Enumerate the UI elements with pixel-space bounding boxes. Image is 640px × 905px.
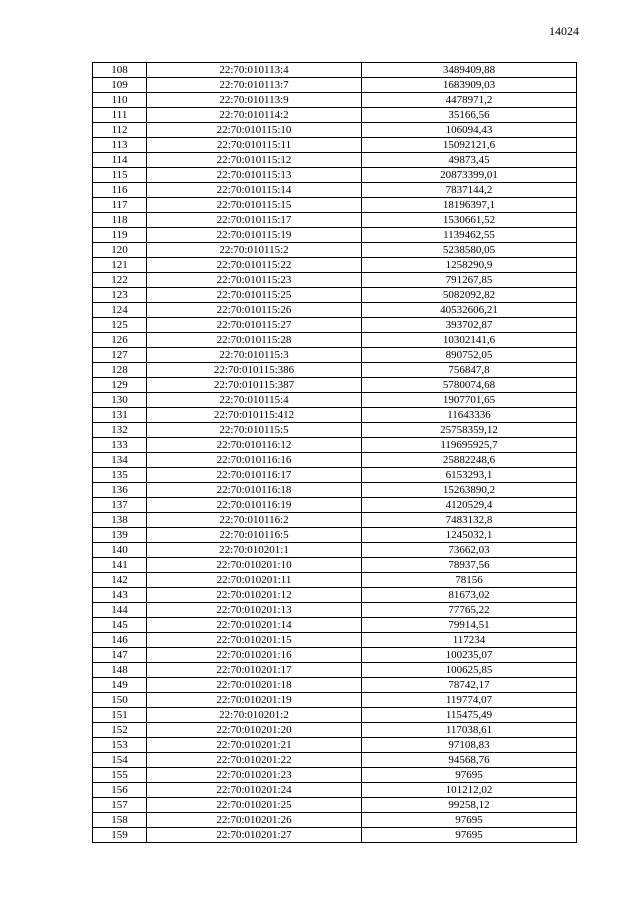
value-cell: 1258290,9 [362,258,577,273]
table-row [93,363,577,378]
table-row [93,228,577,243]
cadastral-number-cell: 22:70:010116:18 [147,483,362,498]
row-number-cell: 140 [93,543,147,558]
table-row [93,408,577,423]
cadastral-number-cell: 22:70:010201:15 [147,633,362,648]
row-number-cell: 126 [93,333,147,348]
cadastral-number-cell: 22:70:010115:15 [147,198,362,213]
table-row [93,663,577,678]
cadastral-number-cell: 22:70:010113:7 [147,78,362,93]
cadastral-number-cell: 22:70:010201:10 [147,558,362,573]
table-row [93,753,577,768]
value-cell: 99258,12 [362,798,577,813]
row-number-cell: 117 [93,198,147,213]
row-number-cell: 138 [93,513,147,528]
cadastral-number-cell: 22:70:010201:11 [147,573,362,588]
cadastral-number-cell: 22:70:010201:24 [147,783,362,798]
cadastral-number-cell: 22:70:010113:9 [147,93,362,108]
value-cell: 5238580,05 [362,243,577,258]
row-number-cell: 136 [93,483,147,498]
table-row [93,723,577,738]
row-number-cell: 116 [93,183,147,198]
table-row [93,108,577,123]
row-number-cell: 108 [93,63,147,78]
row-number-cell: 141 [93,558,147,573]
value-cell: 40532606,21 [362,303,577,318]
value-cell: 81673,02 [362,588,577,603]
value-cell: 393702,87 [362,318,577,333]
row-number-cell: 125 [93,318,147,333]
cadastral-number-cell: 22:70:010201:1 [147,543,362,558]
table-row [93,183,577,198]
cadastral-number-cell: 22:70:010201:17 [147,663,362,678]
cadastral-number-cell: 22:70:010201:19 [147,693,362,708]
page-number: 14024 [549,24,579,38]
row-number-cell: 156 [93,783,147,798]
row-number-cell: 135 [93,468,147,483]
row-number-cell: 139 [93,528,147,543]
value-cell: 4120529,4 [362,498,577,513]
value-cell: 6153293,1 [362,468,577,483]
row-number-cell: 151 [93,708,147,723]
table-row [93,453,577,468]
table-row [93,273,577,288]
row-number-cell: 149 [93,678,147,693]
table-row [93,468,577,483]
value-cell: 78937,56 [362,558,577,573]
table-row [93,783,577,798]
row-number-cell: 147 [93,648,147,663]
row-number-cell: 153 [93,738,147,753]
row-number-cell: 142 [93,573,147,588]
cadastral-number-cell: 22:70:010115:13 [147,168,362,183]
table-row [93,558,577,573]
cadastral-number-cell: 22:70:010115:387 [147,378,362,393]
cadastral-number-cell: 22:70:010115:19 [147,228,362,243]
value-cell: 1139462,55 [362,228,577,243]
value-cell: 25882248,6 [362,453,577,468]
table-row [93,813,577,828]
table-row [93,438,577,453]
table-row [93,648,577,663]
cadastral-number-cell: 22:70:010115:14 [147,183,362,198]
value-cell: 890752,05 [362,348,577,363]
row-number-cell: 110 [93,93,147,108]
table-row [93,303,577,318]
cadastral-number-cell: 22:70:010116:16 [147,453,362,468]
value-cell: 15263890,2 [362,483,577,498]
value-cell: 25758359,12 [362,423,577,438]
value-cell: 3489409,88 [362,63,577,78]
row-number-cell: 144 [93,603,147,618]
value-cell: 97108,83 [362,738,577,753]
value-cell: 20873399,01 [362,168,577,183]
cadastral-number-cell: 22:70:010115:26 [147,303,362,318]
value-cell: 101212,02 [362,783,577,798]
value-cell: 7837144,2 [362,183,577,198]
row-number-cell: 145 [93,618,147,633]
value-cell: 15092121,6 [362,138,577,153]
value-cell: 4478971,2 [362,93,577,108]
table-row [93,123,577,138]
row-number-cell: 157 [93,798,147,813]
row-number-cell: 111 [93,108,147,123]
row-number-cell: 122 [93,273,147,288]
value-cell: 1907701,65 [362,393,577,408]
cadastral-number-cell: 22:70:010201:27 [147,828,362,843]
row-number-cell: 119 [93,228,147,243]
value-cell: 1683909,03 [362,78,577,93]
table-row [93,738,577,753]
value-cell: 1530661,52 [362,213,577,228]
table-row [93,588,577,603]
row-number-cell: 112 [93,123,147,138]
value-cell: 117038,61 [362,723,577,738]
value-cell: 1245032,1 [362,528,577,543]
row-number-cell: 134 [93,453,147,468]
value-cell: 11643336 [362,408,577,423]
table-row [93,618,577,633]
table-row [93,213,577,228]
table-row [93,678,577,693]
value-cell: 100235,07 [362,648,577,663]
row-number-cell: 131 [93,408,147,423]
cadastral-number-cell: 22:70:010116:17 [147,468,362,483]
table-row [93,138,577,153]
row-number-cell: 121 [93,258,147,273]
table-row [93,318,577,333]
cadastral-number-cell: 22:70:010116:19 [147,498,362,513]
value-cell: 791267,85 [362,273,577,288]
value-cell: 78156 [362,573,577,588]
cadastral-number-cell: 22:70:010115:412 [147,408,362,423]
cadastral-number-cell: 22:70:010115:28 [147,333,362,348]
row-number-cell: 148 [93,663,147,678]
cadastral-number-cell: 22:70:010115:23 [147,273,362,288]
value-cell: 79914,51 [362,618,577,633]
cadastral-number-cell: 22:70:010201:25 [147,798,362,813]
row-number-cell: 114 [93,153,147,168]
cadastral-value-table [92,62,577,843]
table-row [93,573,577,588]
row-number-cell: 130 [93,393,147,408]
row-number-cell: 128 [93,363,147,378]
row-number-cell: 123 [93,288,147,303]
cadastral-number-cell: 22:70:010116:2 [147,513,362,528]
cadastral-number-cell: 22:70:010115:11 [147,138,362,153]
table-row [93,603,577,618]
cadastral-number-cell: 22:70:010115:386 [147,363,362,378]
row-number-cell: 109 [93,78,147,93]
cadastral-number-cell: 22:70:010115:27 [147,318,362,333]
row-number-cell: 155 [93,768,147,783]
table-row [93,168,577,183]
cadastral-number-cell: 22:70:010201:23 [147,768,362,783]
cadastral-number-cell: 22:70:010201:2 [147,708,362,723]
cadastral-number-cell: 22:70:010115:2 [147,243,362,258]
value-cell: 73662,03 [362,543,577,558]
table-row [93,348,577,363]
cadastral-number-cell: 22:70:010116:12 [147,438,362,453]
value-cell: 756847,8 [362,363,577,378]
value-cell: 94568,76 [362,753,577,768]
value-cell: 97695 [362,768,577,783]
table-row [93,78,577,93]
cadastral-number-cell: 22:70:010115:12 [147,153,362,168]
value-cell: 77765,22 [362,603,577,618]
row-number-cell: 133 [93,438,147,453]
row-number-cell: 127 [93,348,147,363]
cadastral-number-cell: 22:70:010115:10 [147,123,362,138]
table-row [93,63,577,78]
table-row [93,768,577,783]
value-cell: 49873,45 [362,153,577,168]
cadastral-number-cell: 22:70:010115:3 [147,348,362,363]
cadastral-number-cell: 22:70:010201:21 [147,738,362,753]
row-number-cell: 143 [93,588,147,603]
cadastral-number-cell: 22:70:010114:2 [147,108,362,123]
row-number-cell: 120 [93,243,147,258]
table-row [93,393,577,408]
cadastral-number-cell: 22:70:010115:25 [147,288,362,303]
row-number-cell: 118 [93,213,147,228]
value-cell: 18196397,1 [362,198,577,213]
table-row [93,243,577,258]
table-row [93,333,577,348]
table-row [93,93,577,108]
table-row [93,513,577,528]
table-body [93,63,577,843]
cadastral-number-cell: 22:70:010116:5 [147,528,362,543]
table-row [93,498,577,513]
value-cell: 119774,07 [362,693,577,708]
cadastral-number-cell: 22:70:010201:26 [147,813,362,828]
cadastral-number-cell: 22:70:010115:5 [147,423,362,438]
cadastral-number-cell: 22:70:010201:16 [147,648,362,663]
value-cell: 115475,49 [362,708,577,723]
value-cell: 5780074,68 [362,378,577,393]
value-cell: 119695925,7 [362,438,577,453]
table-row [93,828,577,843]
row-number-cell: 154 [93,753,147,768]
row-number-cell: 132 [93,423,147,438]
value-cell: 117234 [362,633,577,648]
row-number-cell: 158 [93,813,147,828]
table-row [93,693,577,708]
table-row [93,543,577,558]
table-row [93,483,577,498]
table-row [93,528,577,543]
table-row [93,258,577,273]
value-cell: 97695 [362,828,577,843]
row-number-cell: 152 [93,723,147,738]
table-row [93,378,577,393]
table-row [93,708,577,723]
cadastral-number-cell: 22:70:010201:20 [147,723,362,738]
value-cell: 106094,43 [362,123,577,138]
cadastral-number-cell: 22:70:010115:22 [147,258,362,273]
value-cell: 100625,85 [362,663,577,678]
row-number-cell: 137 [93,498,147,513]
table-row [93,153,577,168]
row-number-cell: 129 [93,378,147,393]
value-cell: 10302141,6 [362,333,577,348]
row-number-cell: 124 [93,303,147,318]
cadastral-number-cell: 22:70:010201:22 [147,753,362,768]
value-cell: 5082092,82 [362,288,577,303]
row-number-cell: 150 [93,693,147,708]
cadastral-number-cell: 22:70:010201:13 [147,603,362,618]
table-row [93,798,577,813]
cadastral-number-cell: 22:70:010201:12 [147,588,362,603]
value-cell: 78742,17 [362,678,577,693]
table-row [93,633,577,648]
table-row [93,288,577,303]
value-cell: 7483132,8 [362,513,577,528]
value-cell: 35166,56 [362,108,577,123]
value-cell: 97695 [362,813,577,828]
cadastral-number-cell: 22:70:010201:18 [147,678,362,693]
table-row [93,198,577,213]
cadastral-number-cell: 22:70:010115:4 [147,393,362,408]
row-number-cell: 113 [93,138,147,153]
cadastral-number-cell: 22:70:010115:17 [147,213,362,228]
row-number-cell: 159 [93,828,147,843]
row-number-cell: 146 [93,633,147,648]
cadastral-number-cell: 22:70:010201:14 [147,618,362,633]
table-row [93,423,577,438]
cadastral-number-cell: 22:70:010113:4 [147,63,362,78]
row-number-cell: 115 [93,168,147,183]
